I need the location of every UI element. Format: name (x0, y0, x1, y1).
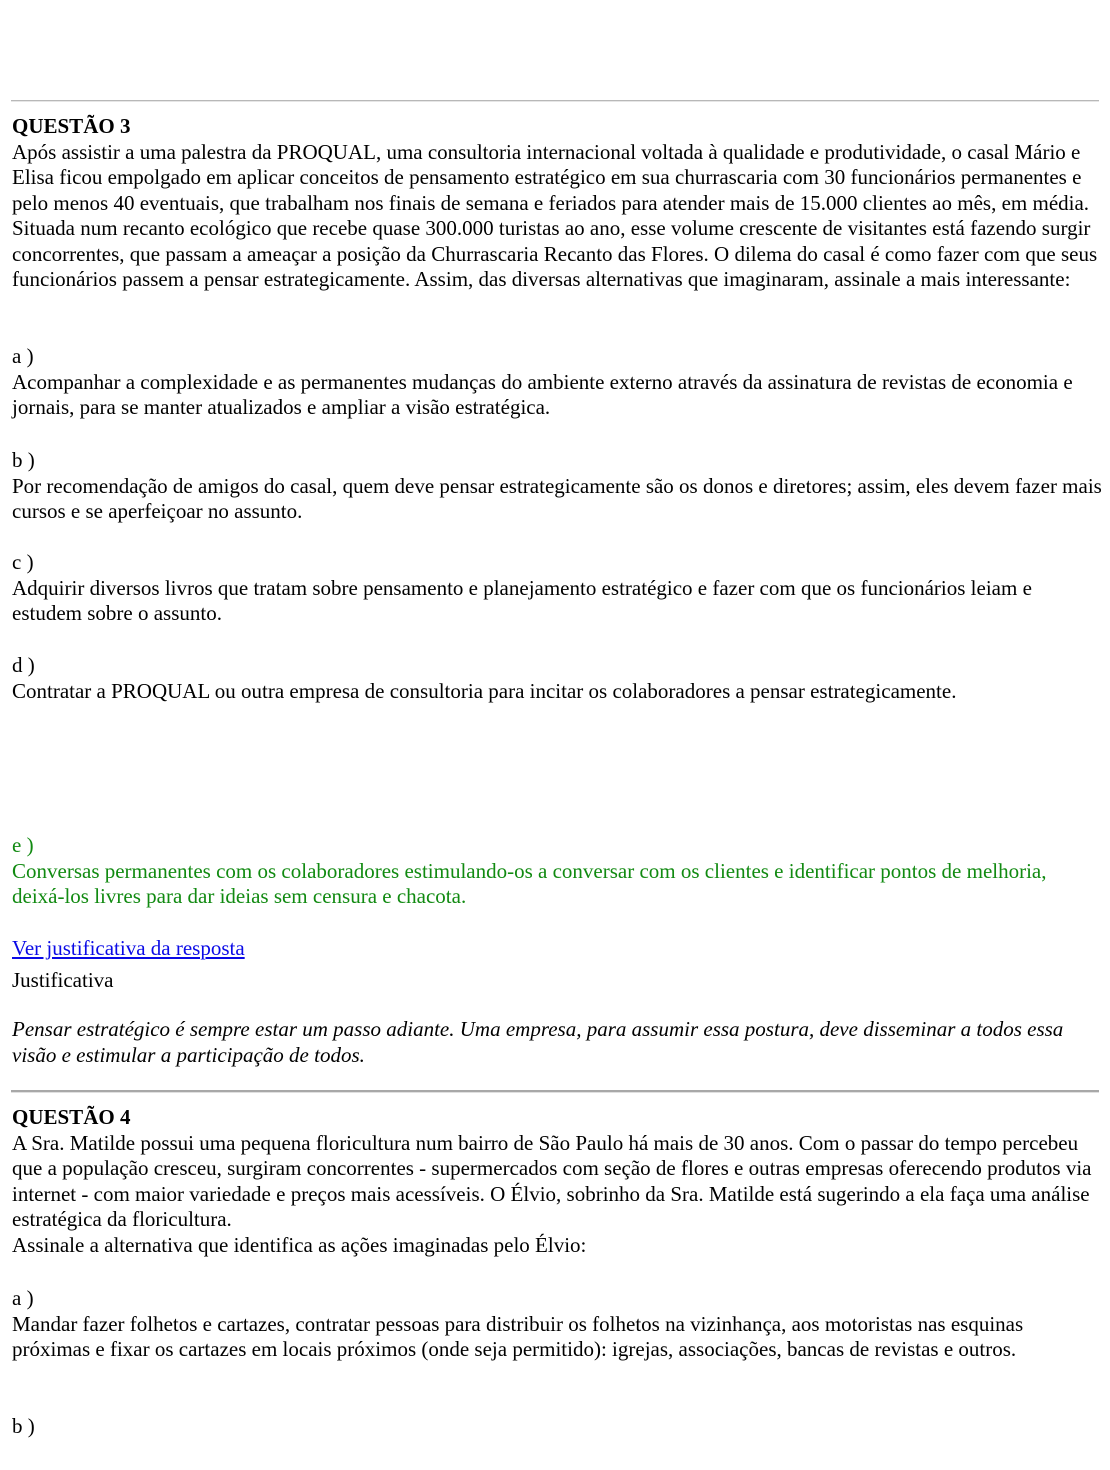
option-letter: a ) (12, 1286, 34, 1310)
justification-text-block (12, 1017, 1102, 1068)
q4-option-a[interactable] (12, 1286, 1102, 1363)
option-letter: d ) (12, 653, 35, 677)
option-letter: e ) (12, 833, 34, 857)
q3-option-c[interactable] (12, 550, 1102, 627)
option-text: Mandar fazer folhetos e cartazes, contratar pessoas para distribuir os folhetos na vizinhança, aos motoristas nas esquinas próximas e fixar os cartazes em locais próximos (onde seja permitido): igrejas, associações, bancas de revistas e outros. (12, 1311, 1024, 1361)
question-4-title: QUESTÃO 4 (12, 1105, 131, 1129)
q3-option-d[interactable] (12, 653, 1102, 704)
justification-label-block (12, 968, 1102, 994)
justification-link[interactable]: Ver justificativa da resposta (12, 936, 245, 960)
option-letter: b ) (12, 1414, 35, 1438)
option-text: Contratar a PROQUAL ou outra empresa de consultoria para incitar os colaboradores a pensar estrategicamente. (12, 678, 957, 703)
option-text: Por recomendação de amigos do casal, quem deve pensar estrategicamente são os donos e diretores; assim, eles devem fazer mais cursos e se aperfeiçoar no assunto. (12, 473, 1102, 523)
q4-option-b[interactable] (12, 1414, 1102, 1440)
question-3-stem: Após assistir a uma palestra da PROQUAL, uma consultoria internacional voltada à qualidade e produtividade, o casal Mário e Elisa ficou empolgado em aplicar conceitos de pensamento estratégico em sua churrascaria com 30 funcionários permanentes e pelo menos 40 eventuais, que trabalham nos finais de semana e feriados para atender mais de 15.000 clientes ao mês, em média. Situada num recanto ecológico que recebe quase 300.000 turistas ao ano, esse volume crescente de visitantes está fazendo surgir concorrentes, que passam a ameaçar a posição da Churrascaria Recanto das Flores. O dilema do casal é como fazer com que seus funcionários passem a pensar estrategicamente. Assim, das diversas alternativas que imaginaram, assinale a mais interessante: (12, 139, 1098, 291)
justification-label: Justificativa (12, 968, 114, 992)
option-text: Acompanhar a complexidade e as permanentes mudanças do ambiente externo através da assinatura de revistas de economia e jornais, para se manter atualizados e ampliar a visão estratégica. (12, 369, 1073, 419)
justification-text: Pensar estratégico é sempre estar um passo adiante. Uma empresa, para assumir essa postura, deve disseminar a todos essa visão e estimular a participação de todos. (12, 1017, 1064, 1067)
option-letter: a ) (12, 344, 34, 368)
option-text: Conversas permanentes com os colaboradores estimulando-os a conversar com os clientes e identificar pontos de melhoria, deixá-los livres para dar ideias sem censura e chacota. (12, 858, 1047, 908)
option-letter: b ) (12, 448, 35, 472)
q3-option-e-correct[interactable] (12, 833, 1102, 910)
option-text: Adquirir diversos livros que tratam sobre pensamento e planejamento estratégico e fazer com que os funcionários leiam e estudem sobre o assunto. (12, 575, 1032, 625)
separator-top (11, 100, 1099, 102)
question-4-instruction: Assinale a alternativa que identifica as ações imaginadas pelo Élvio: (12, 1232, 587, 1257)
question-4 (12, 1105, 1102, 1258)
option-letter: c ) (12, 550, 34, 574)
justification-area (12, 936, 1102, 962)
q3-option-b[interactable] (12, 448, 1102, 525)
question-3-title: QUESTÃO 3 (12, 114, 131, 138)
question-4-stem: A Sra. Matilde possui uma pequena floricultura num bairro de São Paulo há mais de 30 anos. Com o passar do tempo percebeu que a população cresceu, surgiram concorrentes - supermercados com seção de flores e outras empresas oferecendo produtos via internet - com maior variedade e preços mais acessíveis. O Élvio, sobrinho da Sra. Matilde está sugerindo a ela faça uma análise estratégica da floricultura. (12, 1130, 1092, 1231)
separator-question-4 (11, 1090, 1099, 1093)
q3-option-a[interactable] (12, 344, 1102, 421)
question-3 (12, 114, 1102, 293)
